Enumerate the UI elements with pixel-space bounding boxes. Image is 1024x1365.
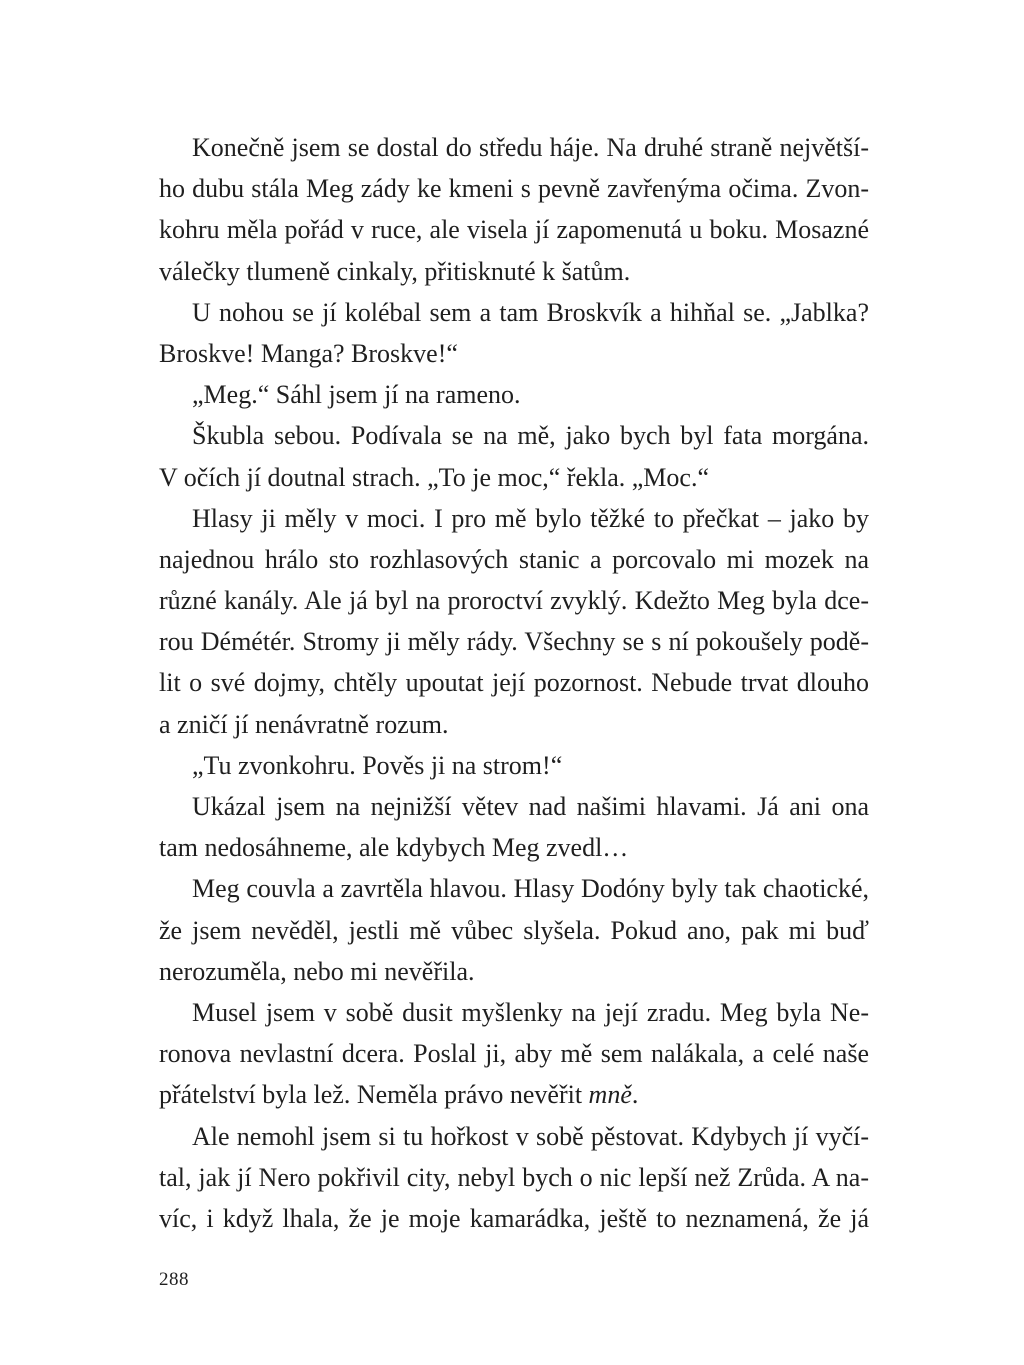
text-line: U nohou se jí kolébal sem a tam Broskvík a hihňal se. „Jablka? <box>192 297 869 327</box>
text-line: Ukázal jsem na nejnižší větev nad našimi hlavami. Já ani ona <box>192 792 869 821</box>
text-line: „Tu zvonkohru. Pověs ji na strom!“ <box>192 750 563 780</box>
text-line: nerozuměla, nebo mi nevěřila. <box>159 956 475 986</box>
text-line: Konečně jsem se dostal do středu háje. Na druhé straně největší- <box>192 133 869 162</box>
text-line: rou Démétér. Stromy ji měly rády. Všechny se s ní pokoušely podě- <box>159 627 869 657</box>
body-text <box>159 127 869 1239</box>
text-line: Ale nemohl jsem si tu hořkost v sobě pěstovat. Kdybych jí vyčí- <box>192 1121 869 1151</box>
text-line: Meg couvla a zavrtěla hlavou. Hlasy Dodóny byly tak chaotické, <box>192 874 869 904</box>
text-line: najednou hrálo sto rozhlasových stanic a porcovalo mi mozek na <box>159 544 869 574</box>
text-line: Škubla sebou. Podívala se na mě, jako bych byl fata morgána. <box>192 421 869 451</box>
text-line: válečky tlumeně cinkaly, přitisknuté k šatům. <box>159 256 631 286</box>
text-line: Hlasy ji měly v moci. I pro mě bylo těžké to přečkat – jako by <box>192 503 869 533</box>
text-segment: přátelství byla lež. Neměla právo nevěřit <box>159 1080 589 1110</box>
text-segment: . <box>631 1080 639 1110</box>
text-line <box>159 1074 869 1115</box>
text-line: tal, jak jí Nero pokřivil city, nebyl bych o nic lepší než Zrůda. A na- <box>159 1162 869 1192</box>
page-number: 288 <box>159 1269 189 1290</box>
text-line: a zničí jí nenávratně rozum. <box>159 709 449 739</box>
text-line: Musel jsem v sobě dusit myšlenky na její zradu. Meg byla Ne- <box>192 997 869 1027</box>
text-line: ho dubu stála Meg zády ke kmeni s pevně zavřenýma očima. Zvon- <box>159 174 869 204</box>
text-line: Broskve! Manga? Broskve!“ <box>159 338 458 368</box>
text-line: „Meg.“ Sáhl jsem jí na rameno. <box>192 380 521 410</box>
text-line: ronova nevlastní dcera. Poslal ji, aby mě sem nalákala, a celé naše <box>159 1039 869 1069</box>
text-line: lit o své dojmy, chtěly upoutat její pozornost. Nebude trvat dlouho <box>159 668 869 698</box>
text-line: různé kanály. Ale já byl na proroctví zvyklý. Kdežto Meg byla dce- <box>159 586 869 616</box>
text-line: víc, i když lhala, že je moje kamarádka, ještě to neznamená, že já <box>159 1203 869 1233</box>
text-line: že jsem nevěděl, jestli mě vůbec slyšela. Pokud ano, pak mi buď <box>159 915 869 945</box>
emphasized-word: mně <box>588 1080 632 1110</box>
text-line: tam nedosáhneme, ale kdybych Meg zvedl… <box>159 833 629 863</box>
text-line: kohru měla pořád v ruce, ale visela jí zapomenutá u boku. Mosazné <box>159 215 869 245</box>
text-line: V očích jí doutnal strach. „To je moc,“ řekla. „Moc.“ <box>159 462 709 492</box>
